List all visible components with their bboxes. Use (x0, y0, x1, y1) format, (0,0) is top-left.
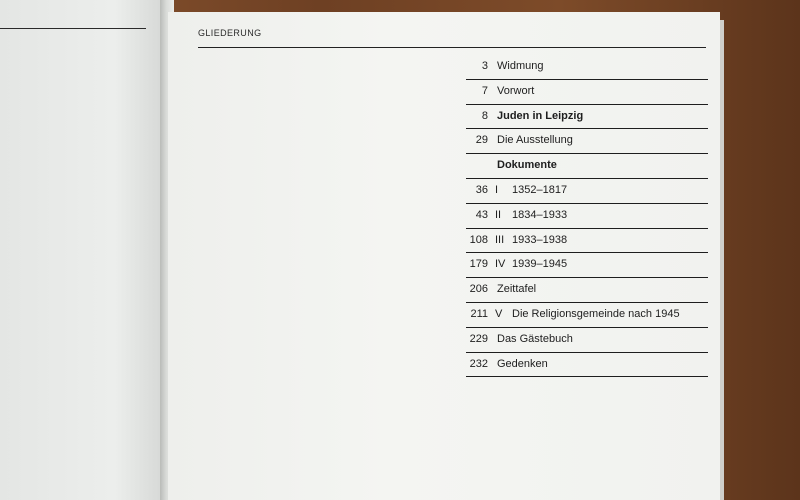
toc-page-number: 232 (469, 357, 488, 370)
toc-entry (466, 229, 708, 254)
toc-page-number: 206 (469, 283, 488, 296)
toc-entry (466, 154, 708, 179)
toc-title: Juden in Leipzig (497, 109, 584, 122)
toc-entry (466, 55, 708, 80)
toc-entry (466, 80, 708, 105)
toc-entry (466, 303, 708, 328)
toc-entry (466, 328, 708, 353)
toc-page-number: 211 (470, 307, 488, 320)
toc-page-number: 108 (469, 233, 488, 246)
toc-page-number: 179 (469, 258, 488, 271)
page-heading: GLIEDERUNG (198, 28, 262, 38)
toc-entry (466, 253, 708, 278)
toc-page-number: 29 (475, 134, 488, 147)
toc-title: Gedenken (497, 357, 548, 370)
toc-page-number: 7 (481, 84, 488, 97)
toc-title: Die Ausstellung (497, 134, 573, 147)
toc-title: Das Gästebuch (497, 332, 573, 345)
toc-page-number: 229 (469, 332, 488, 345)
toc-roman-numeral: III (495, 233, 505, 246)
toc-title: Dokumente (497, 159, 557, 172)
toc-title: 1834–1933 (512, 208, 568, 221)
toc-page-number: 3 (481, 60, 488, 72)
toc-roman-numeral: I (495, 183, 499, 196)
toc-page-number: 43 (475, 208, 488, 221)
toc-entry (466, 129, 708, 154)
left-page (0, 0, 164, 500)
left-page-rule (0, 28, 146, 29)
toc-title: Widmung (497, 60, 544, 72)
toc-entry (466, 278, 708, 303)
toc-roman-numeral: IV (495, 258, 506, 271)
toc-roman-numeral: II (495, 208, 502, 221)
toc-entry (466, 353, 708, 378)
table-of-contents (466, 55, 708, 377)
toc-title: 1933–1938 (512, 233, 568, 246)
toc-title: 1939–1945 (512, 258, 568, 271)
toc-page-number: 36 (475, 183, 488, 196)
toc-title: Vorwort (497, 84, 535, 97)
page-edge (720, 20, 724, 500)
heading-rule (198, 47, 706, 48)
toc-entry (466, 204, 708, 229)
toc-title: Zeittafel (497, 283, 537, 296)
toc-title: Die Religionsgemeinde nach 1945 (512, 307, 680, 320)
toc-page-number: 8 (481, 109, 488, 122)
toc-entry (466, 179, 708, 204)
right-page (168, 12, 720, 500)
toc-title: 1352–1817 (512, 183, 568, 196)
toc-entry (466, 105, 708, 130)
toc-roman-numeral: V (495, 307, 503, 320)
